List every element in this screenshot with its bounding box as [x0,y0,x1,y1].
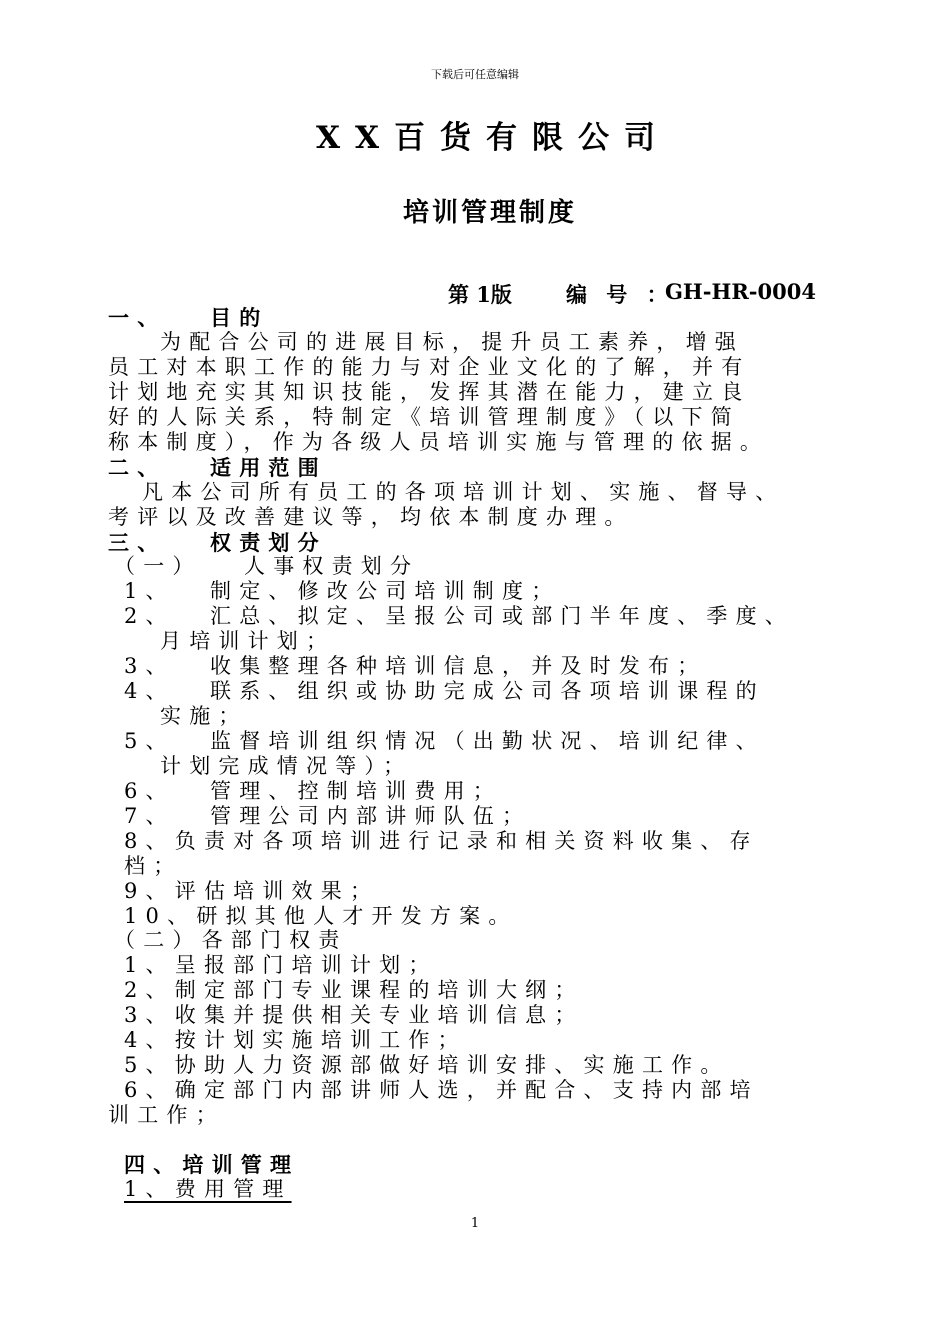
list-item-number: 5、 [124,729,175,753]
list-item: 汇总、拟定、呈报公司或部门半年度、季度、 [210,604,794,628]
doc-number-label: 编 号 ： [566,282,674,307]
list-item-continued: 档； [124,854,183,878]
document-title: 培训管理制度 [402,198,577,228]
list-item: 管理公司内部讲师队伍； [210,804,532,828]
section-1-line: 员工对本职工作的能力与对企业文化的了解，并有 [108,355,751,379]
section-1-line: 称本制度），作为各级人员培训实施与管理的依据。 [108,430,770,454]
section-1-line: 好的人际关系，特制定《培训管理制度》（以下简 [108,405,740,429]
section-1-title: 目的 [210,305,269,330]
header-note: 下载后可任意编辑 [431,68,519,81]
list-item-number: 1、 [124,579,175,603]
list-item-number: 2、 [124,604,175,628]
list-item-number: 6、 [124,779,175,803]
section-3-number: 三、 [108,530,167,555]
version-label: 第 1版 [448,282,512,307]
list-item-continued: 训工作； [108,1103,225,1127]
list-item-number: 3、 [124,654,175,678]
list-item: 8、负责对各项培训进行记录和相关资料收集、存 [124,829,759,853]
list-item-number: 4、 [124,679,175,703]
list-item: 2、制定部门专业课程的培训大纲； [124,978,584,1002]
list-item: 6、确定部门内部讲师人选，并配合、支持内部培 [124,1078,759,1102]
list-item: 5、协助人力资源部做好培训安排、实施工作。 [124,1053,730,1077]
list-item-number: 7、 [124,804,175,828]
list-item-continued: 实施； [160,704,248,728]
list-item-continued: 计划完成情况等）； [160,754,413,778]
section-1-line: 为配合公司的进展目标，提升员工素养，增强 [160,330,744,354]
doc-number: GH-HR-0004 [665,279,816,304]
section-2-line: 考评以及改善建议等，均依本制度办理。 [108,505,634,529]
section-2-title: 适用范围 [210,455,327,480]
list-item: 管理、控制培训费用； [210,779,502,803]
section-2-line: 凡本公司所有员工的各项培训计划、实施、督导、 [142,480,785,504]
section-4-subtitle: 1、费用管理 [124,1177,292,1201]
list-item-continued: 月培训计划； [160,629,336,653]
list-item: 10、研拟其他人才开发方案。 [124,904,518,928]
list-item: 4、按计划实施培训工作； [124,1028,467,1052]
section-3-title: 权责划分 [210,530,327,555]
section-1-number: 一、 [108,305,167,330]
list-item: 监督培训组织情况（出勤状况、培训纪律、 [210,729,765,753]
subsection-number: （一） [114,554,202,578]
list-item: 收集整理各种培训信息，并及时发布； [210,654,707,678]
subsection-title: （二）各部门权责 [114,928,348,952]
list-item: 3、收集并提供相关专业培训信息； [124,1003,584,1027]
section-1-line: 计划地充实其知识技能，发挥其潜在能力，建立良 [108,380,751,404]
list-item: 1、呈报部门培训计划； [124,953,438,977]
list-item: 制定、修改公司培训制度； [210,579,561,603]
section-2-number: 二、 [108,455,167,480]
list-item: 9、评估培训效果； [124,879,380,903]
section-4-title: 四、培训管理 [124,1152,300,1177]
subsection-title: 人事权责划分 [244,554,420,578]
page-number: 1 [470,1216,480,1231]
list-item: 联系、组织或协助完成公司各项培训课程的 [210,679,765,703]
company-name: XX百货有限公司 [315,120,671,156]
